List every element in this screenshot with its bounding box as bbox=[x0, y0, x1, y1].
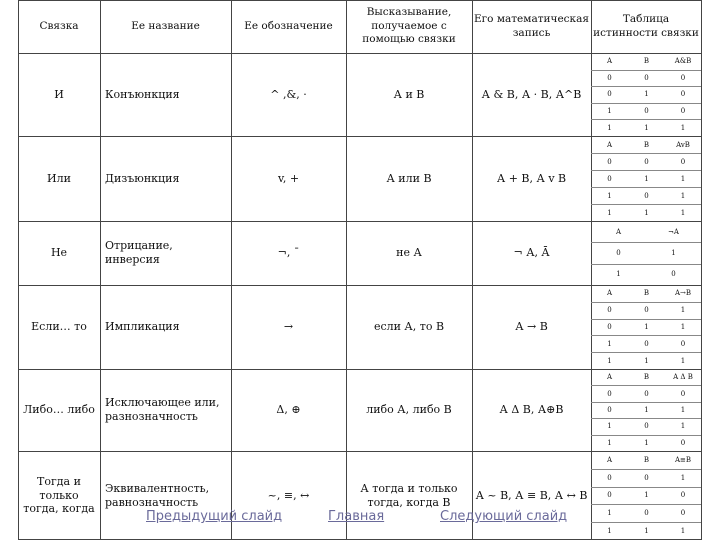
truth-table-value: 0 bbox=[607, 491, 612, 500]
math-cell: А Δ В, А⊕В bbox=[499, 403, 564, 417]
symbol-cell: → bbox=[283, 320, 294, 334]
truth-table-value: 1 bbox=[644, 322, 649, 331]
truth-table-header-cell: ¬A bbox=[668, 227, 679, 236]
link-cell: И bbox=[54, 87, 64, 101]
column-divider bbox=[346, 0, 347, 540]
truth-table-value: 0 bbox=[680, 339, 686, 348]
truth-table-value: 0 bbox=[680, 491, 686, 500]
truth-table-value: 1 bbox=[644, 405, 649, 414]
truth-table-header-cell: B bbox=[643, 373, 650, 382]
truth-table-value: 1 bbox=[680, 322, 686, 331]
truth-table-value: 1 bbox=[680, 191, 686, 200]
truth-table-value: 0 bbox=[644, 306, 649, 315]
math-cell: А → В bbox=[515, 320, 548, 334]
truth-table-value: 1 bbox=[680, 405, 686, 414]
truth-table-value: 0 bbox=[644, 422, 649, 431]
truth-table-value: 1 bbox=[607, 422, 612, 431]
truth-table-value: 0 bbox=[644, 157, 649, 166]
truth-table-value: 1 bbox=[644, 491, 649, 500]
column-divider bbox=[701, 0, 702, 540]
truth-table-value: 1 bbox=[607, 356, 612, 365]
truth-table-header-cell: A→B bbox=[674, 289, 692, 298]
column-divider bbox=[231, 0, 232, 540]
truth-table-value: 0 bbox=[680, 509, 686, 518]
truth-table-header-cell: AvB bbox=[676, 140, 690, 149]
header-symbol: Ее обозначение bbox=[244, 19, 333, 32]
phrase-cell: А и В bbox=[393, 87, 425, 101]
math-cell: А ~ В, А ≡ В, А ↔ В bbox=[475, 488, 588, 502]
row-divider bbox=[18, 0, 701, 1]
truth-table-value: 1 bbox=[607, 123, 612, 132]
truth-table-header-cell: A bbox=[606, 373, 613, 382]
prev-slide-link[interactable]: Предыдущий слайд bbox=[146, 509, 283, 524]
truth-table-value: 0 bbox=[644, 73, 649, 82]
truth-table-header-cell: A bbox=[606, 140, 613, 149]
phrase-cell: А тогда и только тогда, когда В bbox=[360, 481, 458, 509]
truth-table-value: 1 bbox=[680, 174, 686, 183]
truth-table-value: 0 bbox=[680, 73, 686, 82]
truth-table-value: 0 bbox=[607, 389, 612, 398]
truth-table-value: 1 bbox=[644, 527, 649, 536]
truth-table-value: 1 bbox=[616, 270, 621, 279]
truth-table-value: 1 bbox=[644, 174, 649, 183]
truth-table-value: 1 bbox=[671, 248, 676, 257]
link-cell: Или bbox=[47, 171, 71, 185]
truth-table-value: 0 bbox=[607, 90, 612, 99]
truth-table-value: 0 bbox=[644, 191, 649, 200]
phrase-cell: не А bbox=[396, 246, 422, 260]
truth-table-value: 0 bbox=[607, 306, 612, 315]
truth-table-header-cell: A bbox=[606, 57, 613, 66]
truth-table-header-cell: A bbox=[606, 289, 613, 298]
column-divider bbox=[472, 0, 473, 540]
truth-table-value: 0 bbox=[607, 174, 612, 183]
truth-table-header-cell: A&B bbox=[674, 57, 692, 66]
header-phrase: Высказывание, получаемое с помощью связки bbox=[362, 6, 456, 46]
truth-table-header-cell: B bbox=[643, 140, 650, 149]
link-cell: Тогда и только тогда, когда bbox=[23, 474, 95, 516]
math-cell: ¬ А, Ā bbox=[513, 246, 550, 260]
truth-table-value: 0 bbox=[644, 339, 649, 348]
column-divider bbox=[100, 0, 101, 540]
truth-table-value: 0 bbox=[607, 405, 612, 414]
truth-table-value: 0 bbox=[607, 473, 612, 482]
name-cell: Дизъюнкция bbox=[105, 171, 180, 185]
truth-table-value: 1 bbox=[644, 123, 649, 132]
truth-table-value: 0 bbox=[644, 509, 649, 518]
link-cell: Если… то bbox=[31, 320, 87, 334]
truth-table-value: 1 bbox=[644, 356, 649, 365]
truth-table-value: 1 bbox=[607, 339, 612, 348]
phrase-cell: либо А, либо В bbox=[366, 403, 452, 417]
truth-table-value: 1 bbox=[607, 107, 612, 116]
phrase-cell: А или В bbox=[386, 171, 432, 185]
name-cell: Отрицание, инверсия bbox=[105, 239, 173, 266]
truth-table-value: 0 bbox=[680, 107, 686, 116]
symbol-cell: ^ ,&, · bbox=[270, 87, 307, 101]
truth-table-value: 1 bbox=[607, 438, 612, 447]
truth-table-value: 1 bbox=[680, 356, 686, 365]
header-name: Ее название bbox=[131, 19, 200, 32]
header-truth-table: Таблица истинности связки bbox=[593, 12, 699, 39]
symbol-cell: ¬, ¯ bbox=[277, 246, 300, 260]
math-cell: А + В, А v В bbox=[496, 171, 567, 185]
truth-table-value: 1 bbox=[607, 509, 612, 518]
truth-table-value: 1 bbox=[607, 191, 612, 200]
truth-table-value: 1 bbox=[680, 422, 686, 431]
column-divider bbox=[18, 0, 19, 540]
truth-table-value: 0 bbox=[680, 90, 686, 99]
truth-table-header-cell: A bbox=[615, 227, 622, 236]
truth-table-value: 0 bbox=[644, 107, 649, 116]
truth-table-value: 1 bbox=[680, 208, 686, 217]
truth-table-value: 1 bbox=[680, 123, 686, 132]
truth-table-value: 0 bbox=[607, 322, 612, 331]
truth-table-value: 0 bbox=[607, 73, 612, 82]
symbol-cell: Δ, ⊕ bbox=[276, 403, 301, 417]
truth-table-value: 1 bbox=[607, 208, 612, 217]
truth-table-header-cell: A bbox=[606, 455, 613, 464]
truth-table-value: 1 bbox=[644, 208, 649, 217]
truth-table-header-cell: A≡B bbox=[674, 455, 692, 464]
truth-table-sheet bbox=[18, 0, 701, 540]
home-link[interactable]: Главная bbox=[328, 509, 385, 524]
truth-table-value: 1 bbox=[607, 527, 612, 536]
truth-table-value: 0 bbox=[607, 157, 612, 166]
truth-table-header-cell: A Δ B bbox=[673, 373, 693, 382]
truth-table-value: 1 bbox=[680, 473, 686, 482]
truth-table-value: 1 bbox=[644, 438, 649, 447]
name-cell: Импликация bbox=[105, 320, 180, 334]
truth-table-value: 0 bbox=[680, 389, 686, 398]
next-slide-link[interactable]: Следующий слайд bbox=[440, 509, 568, 524]
name-cell: Конъюнкция bbox=[105, 87, 180, 101]
link-cell: Либо… либо bbox=[23, 403, 95, 417]
truth-table-value: 0 bbox=[671, 270, 676, 279]
header-math: Его математическая запись bbox=[474, 12, 589, 39]
phrase-cell: если А, то В bbox=[373, 320, 445, 334]
truth-table-value: 1 bbox=[680, 527, 686, 536]
link-cell: Не bbox=[50, 246, 68, 260]
truth-table-value: 0 bbox=[644, 389, 649, 398]
truth-table-value: 0 bbox=[616, 248, 621, 257]
truth-table-value: 1 bbox=[644, 90, 649, 99]
truth-table-value: 0 bbox=[644, 473, 649, 482]
name-cell: Эквивалентность, равнозначность bbox=[105, 481, 210, 509]
truth-table-header-cell: B bbox=[643, 289, 650, 298]
header-link: Связка bbox=[39, 19, 79, 32]
truth-table-header-cell: B bbox=[643, 455, 650, 464]
symbol-cell: v, + bbox=[277, 171, 300, 185]
name-cell: Исключающее или, разнозначность bbox=[105, 396, 220, 423]
symbol-cell: ~, ≡, ↔ bbox=[267, 488, 310, 502]
math-cell: А & В, А · В, А^В bbox=[481, 87, 582, 101]
truth-table-header-cell: B bbox=[643, 57, 650, 66]
truth-table-value: 0 bbox=[680, 438, 686, 447]
truth-table-value: 0 bbox=[680, 157, 686, 166]
truth-table-value: 1 bbox=[680, 306, 686, 315]
